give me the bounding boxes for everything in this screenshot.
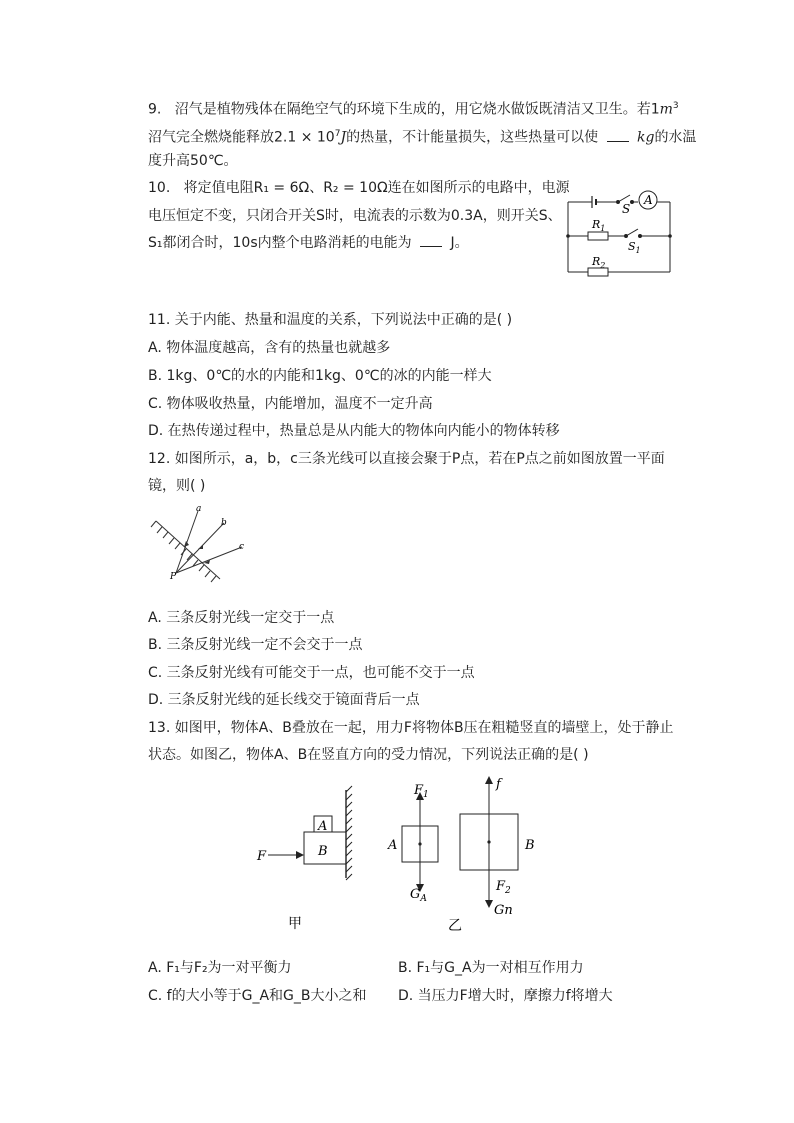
resistor-r2-label	[591, 255, 605, 270]
block-a-label-yi: A	[388, 838, 398, 853]
q10-line-3	[148, 233, 469, 253]
block-a-label: A	[318, 819, 328, 834]
q12-option-a[interactable]: A. 三条反射光线一定交于一点	[148, 610, 335, 626]
caption-jia: 甲	[288, 916, 302, 932]
mirror-ray-figure	[148, 505, 252, 585]
q10-text-3a: S₁都闭合时，10s内整个电路消耗的电能为	[148, 235, 412, 251]
ray-b-label: b	[221, 518, 227, 528]
switch-s-label: S	[622, 202, 631, 216]
q10-answer-blank[interactable]	[420, 234, 442, 247]
q11-stem: 11. 关于内能、热量和温度的关系，下列说法中正确的是( )	[148, 312, 513, 328]
q9-text-2b: 的热量，不计能量损失，这些热量可以使	[346, 129, 599, 146]
q13-option-b[interactable]: B. F₁与G_A为一对相互作用力	[398, 960, 584, 976]
q12-option-b[interactable]: B. 三条反射光线一定不会交于一点	[148, 637, 363, 653]
ga-letter: G	[410, 887, 421, 902]
force-f1-label	[413, 783, 429, 800]
q13-stem-line-2: 状态。如图乙，物体A、B在竖直方向的受力情况，下列说法正确的是( )	[148, 747, 589, 763]
q11-option-a[interactable]: A. 物体温度越高，含有的热量也就越多	[148, 340, 391, 356]
q13-stem-line-1: 13. 如图甲，物体A、B叠放在一起，用力F将物体B压在粗糙竖直的墙壁上，处于静止	[148, 720, 674, 736]
q9-line-1	[148, 96, 679, 120]
q11-option-b[interactable]: B. 1kg、0℃的水的内能和1kg、0℃的冰的内能一样大	[148, 368, 492, 384]
f2-subscript: 2	[505, 886, 511, 896]
force-f2-label	[495, 879, 511, 896]
force-ga-label	[410, 887, 427, 904]
q9-text-2c: 的水温	[654, 129, 697, 146]
s1-letter: S	[628, 240, 636, 253]
force-diagram	[250, 774, 550, 936]
q10-line-2	[148, 206, 562, 226]
push-force-label: F	[257, 849, 267, 864]
block-b-label: B	[318, 844, 328, 859]
caption-yi: 乙	[448, 918, 462, 934]
q9-exp: 7	[334, 129, 341, 139]
switch-s1-label	[628, 240, 641, 255]
r1-letter: R	[592, 218, 601, 231]
q9-text-3: 度升高50℃。	[148, 153, 238, 169]
resistor-r1-label	[591, 218, 605, 233]
q13-option-c[interactable]: C. f的大小等于G_A和G_B大小之和	[148, 988, 367, 1004]
q10-text-1: 将定值电阻R₁ = 6Ω、R₂ = 10Ω连在如图所示的电路中，电源	[183, 180, 570, 196]
point-p-label: P	[170, 572, 177, 582]
f1-subscript: 1	[423, 790, 429, 800]
block-b-label-yi: B	[525, 838, 535, 853]
q12-option-c[interactable]: C. 三条反射光线有可能交于一点，也可能不交于一点	[148, 665, 475, 681]
q10-line-1	[148, 178, 570, 198]
q13-option-d[interactable]: D. 当压力F增大时，摩擦力f将增大	[398, 988, 613, 1004]
ray-a-label: a	[196, 505, 202, 514]
force-gn-label: Gn	[494, 903, 513, 918]
q9-unit-j: J	[340, 129, 347, 146]
q9-unit-m: m	[659, 101, 673, 118]
q9-unit-exp: 3	[672, 101, 679, 111]
q13-option-a[interactable]: A. F₁与F₂为一对平衡力	[148, 960, 292, 976]
q11-option-c[interactable]: C. 物体吸收热量，内能增加，温度不一定升高	[148, 396, 433, 412]
q10-number: 10.	[148, 180, 171, 196]
q9-unit-kg: kg	[636, 129, 655, 146]
q9-text-1: 沼气是植物残体在隔绝空气的环境下生成的，用它烧水做饭既清洁又卫生。若1	[174, 101, 660, 118]
r2-letter: R	[592, 255, 601, 268]
q12-option-d[interactable]: D. 三条反射光线的延长线交于镜面背后一点	[148, 692, 420, 708]
q12-stem-line-2: 镜，则( )	[148, 478, 206, 494]
q11-option-d[interactable]: D. 在热传递过程中，热量总是从内能大的物体向内能小的物体转移	[148, 423, 560, 439]
ray-c-label: c	[239, 542, 245, 552]
r1-subscript: 1	[600, 224, 606, 233]
q9-line-2	[148, 124, 696, 148]
s1-subscript: 1	[635, 246, 641, 255]
q9-text-2a: 沼气完全燃烧能释放2.1 × 10	[148, 129, 335, 146]
q10-text-3b: J。	[450, 235, 469, 251]
q12-stem-line-1: 12. 如图所示，a，b，c三条光线可以直接会聚于P点，若在P点之前如图放置一平面	[148, 451, 665, 467]
f1-letter: F	[414, 783, 424, 798]
q9-number: 9.	[148, 101, 162, 118]
q9-line-3	[148, 151, 238, 171]
q9-answer-blank[interactable]	[607, 129, 629, 142]
q10-text-2: 电压恒定不变，只闭合开关S时，电流表的示数为0.3A，则开关S、	[148, 208, 562, 224]
friction-f-label: f	[496, 777, 501, 792]
circuit-diagram	[560, 184, 680, 280]
ammeter-label: A	[644, 193, 653, 207]
f2-letter: F	[496, 879, 506, 894]
ga-subscript: A	[420, 894, 427, 904]
r2-subscript: 2	[600, 261, 606, 270]
